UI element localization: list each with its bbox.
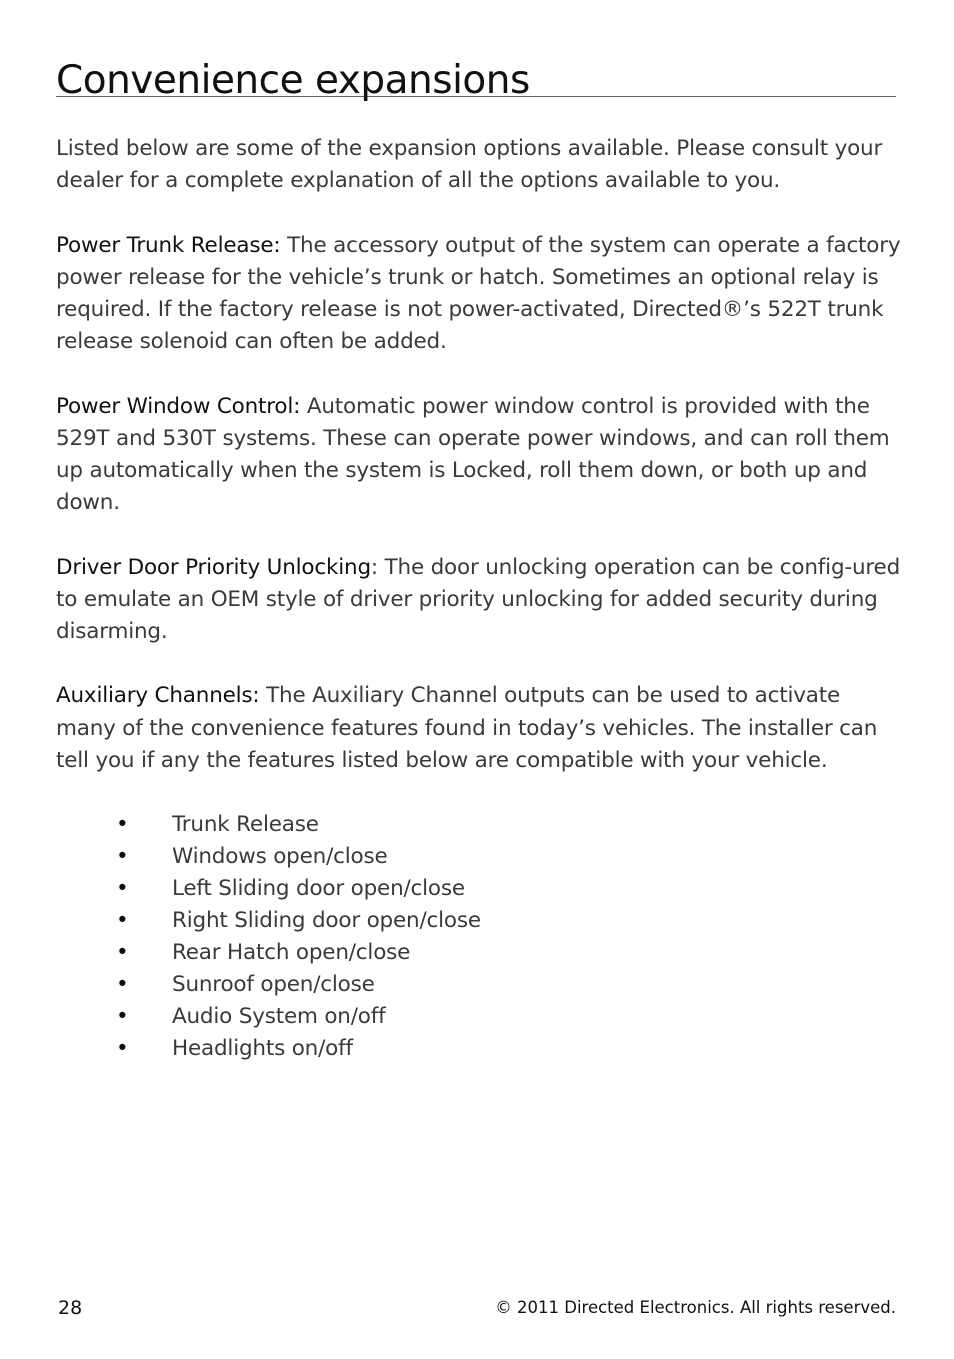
- bullet-icon: •: [116, 876, 129, 902]
- list-item: [56, 873, 906, 905]
- feature-list: [56, 809, 906, 1065]
- bullet-icon: •: [116, 1036, 129, 1062]
- bullet-icon: •: [116, 844, 129, 870]
- bullet-icon: •: [116, 972, 129, 998]
- intro-paragraph: Listed below are some of the expansion options available. Please consult your dealer for a complete explanation of all the options available to you.: [56, 136, 883, 194]
- section-label: Driver Door Priority Unlocking: [56, 554, 371, 580]
- section-text: : The door unlocking operation can be config-ured to emulate an OEM style of driver priority unlocking for added security during disarming.: [56, 554, 901, 644]
- page-title: Convenience expansions: [56, 58, 530, 103]
- list-item: [56, 1001, 906, 1033]
- list-item: [56, 841, 906, 873]
- page-number: 28: [58, 1297, 83, 1319]
- section-driver-door-priority: [56, 552, 906, 649]
- list-item-text: Windows open/close: [172, 844, 388, 870]
- list-item-text: Right Sliding door open/close: [172, 908, 481, 934]
- section-label: Power Trunk Release:: [56, 232, 281, 258]
- title-rule: [56, 52, 896, 103]
- section-text: The accessory output of the system can operate a factory power release for the vehicle’s trunk or hatch. Sometimes an optional relay is required. If the factory release is not power-activated, Directed®’s 522T trunk release solenoid can often be added.: [56, 232, 901, 355]
- bullet-icon: •: [116, 940, 129, 966]
- bullet-icon: •: [116, 908, 129, 934]
- section-power-trunk-release: [56, 230, 906, 359]
- list-item: [56, 809, 906, 841]
- list-item: [56, 905, 906, 937]
- section-label: Power Window Control:: [56, 393, 301, 419]
- list-item-text: Sunroof open/close: [172, 972, 375, 998]
- section-text: Automatic power window control is provided with the 529T and 530T systems. These can operate power windows, and can roll them up automatically when the system is Locked, roll them down, or both up and down.: [56, 393, 890, 516]
- section-label: Auxiliary Channels:: [56, 683, 260, 709]
- list-item-text: Headlights on/off: [172, 1036, 353, 1062]
- bullet-icon: •: [116, 1004, 129, 1030]
- list-item: [56, 969, 906, 1001]
- list-item-text: Left Sliding door open/close: [172, 876, 465, 902]
- section-power-window-control: [56, 391, 906, 520]
- page-content: [56, 133, 906, 1065]
- list-item: [56, 937, 906, 969]
- bullet-icon: •: [116, 812, 129, 838]
- section-auxiliary-channels: [56, 680, 906, 777]
- list-item-text: Trunk Release: [172, 812, 319, 838]
- section-text: The Auxiliary Channel outputs can be used to activate many of the convenience features found in today’s vehicles. The installer can tell you if any the features listed below are compatible with your vehicle.: [56, 683, 878, 773]
- list-item-text: Audio System on/off: [172, 1004, 386, 1030]
- list-item-text: Rear Hatch open/close: [172, 940, 411, 966]
- copyright-notice: © 2011 Directed Electronics. All rights reserved.: [495, 1298, 896, 1317]
- list-item: [56, 1033, 906, 1065]
